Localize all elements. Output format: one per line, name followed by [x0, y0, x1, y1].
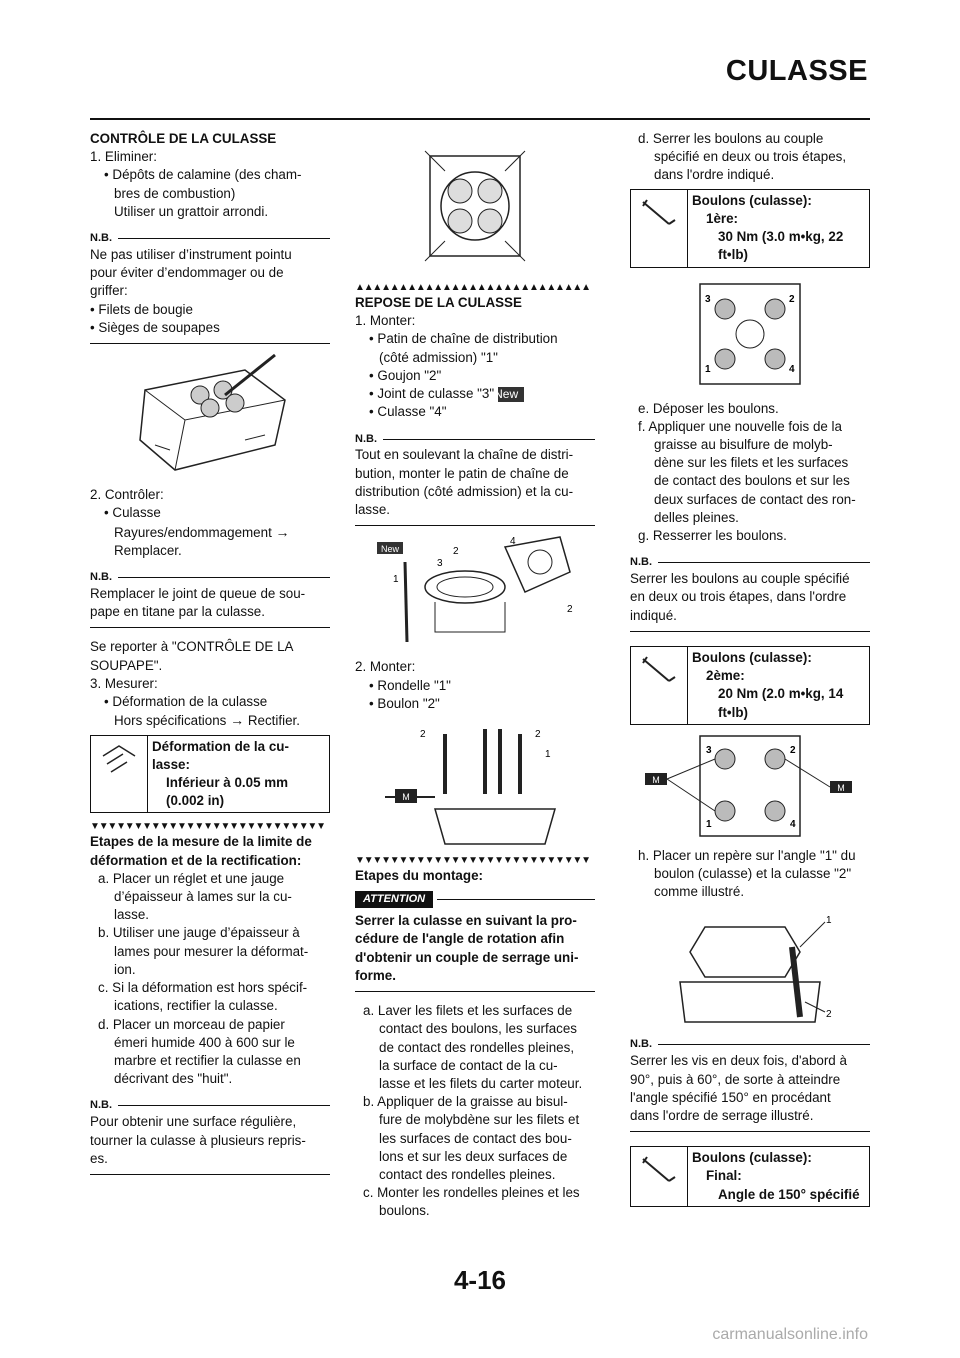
note-text: Pour obtenir une surface régulière,	[90, 1114, 297, 1130]
column-2	[355, 130, 595, 1221]
cylinder-head-installation-illustration	[375, 532, 575, 652]
callout-3: 3	[706, 744, 712, 756]
cylinder-head-scraper-illustration	[125, 350, 295, 480]
callout-2: 2	[789, 293, 795, 305]
step: b. Appliquer de la graisse au bisul-	[363, 1094, 568, 1110]
spec-text: 1ère:	[706, 210, 739, 226]
procedure-heading: déformation et de la rectification:	[90, 852, 302, 868]
note-label: N.B.	[355, 432, 377, 445]
text-line: graisse au bisulfure de molyb-	[654, 436, 833, 452]
spec-value: Angle de 150° spécifié	[718, 1186, 860, 1202]
callout-1: 1	[706, 818, 712, 830]
text-line: décrivant des "huit".	[114, 1071, 233, 1087]
text-line: lons et sur les deux surfaces de	[379, 1148, 568, 1164]
note-text: Serrer les boulons au couple spécifié	[630, 571, 850, 587]
washer-bolt-illustration	[375, 719, 575, 849]
spec-text: Final:	[706, 1168, 742, 1184]
note-box	[90, 231, 330, 344]
note-label: N.B.	[630, 1038, 652, 1051]
callout-3: 3	[437, 558, 443, 570]
text-line: dans l'ordre indiqué.	[654, 167, 775, 183]
note-text: pour éviter d’endommager ou de	[90, 265, 284, 281]
header-rule	[90, 118, 870, 120]
bullet: • Joint de culasse "3"	[369, 386, 495, 402]
text-line: deux surfaces de contact des ron-	[654, 491, 856, 507]
arrow-right-icon: →	[275, 523, 290, 540]
callout-1: 1	[826, 915, 832, 927]
attention-text: cédure de l'angle de rotation afin	[355, 931, 565, 947]
procedure-heading: Etapes du montage:	[355, 868, 483, 884]
bullet: • Patin de chaîne de distribution	[369, 331, 558, 347]
page-title: CULASSE	[725, 55, 868, 87]
note-box	[630, 1037, 870, 1132]
arrow-right-icon: →	[230, 712, 245, 729]
note-text: indiqué.	[630, 607, 677, 623]
note-text: es.	[90, 1150, 108, 1166]
note-text: l'angle spécifié 150° en procédant	[630, 1089, 831, 1105]
step: h. Placer un repère sur l'angle "1" du	[638, 847, 856, 863]
callout-2: 2	[826, 1009, 832, 1021]
moly-grease-icon: M	[402, 792, 410, 803]
text-line: bres de combustion)	[114, 185, 236, 201]
note-text: tourner la culasse à plusieurs repris-	[90, 1132, 306, 1148]
note-text: Serrer les vis en deux fois, d'abord à	[630, 1053, 847, 1069]
text-line: Hors spécifications	[114, 713, 227, 729]
note-text: • Filets de bougie	[90, 301, 193, 317]
text-line: marbre et rectifier la culasse en	[114, 1053, 301, 1068]
text-line: lasse et les filets du carter moteur.	[379, 1075, 583, 1091]
note-text: 90°, puis à 60°, de sorte à atteindre	[630, 1071, 841, 1087]
callout-2: 2	[567, 604, 573, 616]
text-line: Utiliser un grattoir arrondi.	[114, 203, 269, 219]
step: g. Resserrer les boulons.	[638, 528, 787, 544]
text-line: Remplacer.	[114, 542, 182, 558]
step: 2. Monter:	[355, 659, 416, 675]
new-badge: New	[498, 387, 524, 402]
spec-value: 30 Nm (3.0 m•kg, 22	[718, 229, 844, 245]
spec-text: Déformation de la cu-	[152, 738, 289, 754]
bullet: • Culasse "4"	[369, 404, 447, 420]
feeler-gauge-icon	[99, 742, 139, 776]
procedure-heading: Etapes de la mesure de la limite de	[90, 834, 312, 850]
attention-text: forme.	[355, 967, 396, 983]
bullet: • Boulon "2"	[369, 695, 440, 711]
spec-box	[630, 189, 870, 268]
spec-box	[630, 646, 870, 725]
attention-box	[355, 912, 595, 992]
spec-box	[90, 735, 330, 814]
attention-text: d'obtenir un couple de serrage uni-	[355, 949, 579, 965]
note-text: dans l'ordre de serrage illustré.	[630, 1108, 814, 1124]
callout-2: 2	[790, 744, 796, 756]
new-badge: New	[380, 544, 400, 555]
moly-grease-icon: M	[652, 774, 660, 785]
text-line: boulon (culasse) et la culasse "2"	[654, 865, 852, 881]
note-text: distribution (côté admission) et la cu-	[355, 483, 574, 499]
text-line: dène sur les filets et les surfaces	[654, 455, 849, 471]
spec-value: 20 Nm (2.0 m•kg, 14	[718, 686, 844, 702]
callout-4: 4	[510, 536, 516, 548]
spec-text: Boulons (culasse):	[692, 192, 812, 208]
spec-value: ft•lb)	[718, 247, 748, 263]
text-line: lasse.	[114, 907, 149, 923]
column-1	[90, 130, 330, 1175]
angle-mark-illustration	[660, 907, 840, 1027]
callout-2: 2	[420, 729, 426, 741]
callout-2: 2	[453, 546, 459, 558]
text-line: ications, rectifier la culasse.	[114, 998, 278, 1014]
note-label: N.B.	[630, 556, 652, 569]
attention-text: Serrer la culasse en suivant la pro-	[355, 913, 577, 929]
step: a. Laver les filets et les surfaces de	[363, 1003, 573, 1019]
spec-text: Boulons (culasse):	[692, 649, 812, 665]
note-text: en deux ou trois étapes, dans l'ordre	[630, 589, 847, 605]
spec-value: (0.002 in)	[166, 793, 225, 809]
text-line: d’épaisseur à lames sur la cu-	[114, 889, 292, 905]
step: c. Si la déformation est hors spécif-	[98, 980, 308, 996]
page-number: 4-16	[453, 1265, 507, 1295]
spec-value: ft•lb)	[718, 704, 748, 720]
step: 1. Monter:	[355, 313, 416, 329]
note-text: Tout en soulevant la chaîne de distri-	[355, 447, 574, 463]
procedure-start-marker: ▼▼▼▼▼▼▼▼▼▼▼▼▼▼▼▼▼▼▼▼▼▼▼▼▼▼▼	[90, 821, 325, 833]
callout-1: 1	[393, 574, 399, 586]
spec-text: lasse:	[152, 756, 190, 772]
procedure-end-marker: ▲▲▲▲▲▲▲▲▲▲▲▲▲▲▲▲▲▲▲▲▲▲▲▲▲▲▲	[355, 282, 590, 293]
section-heading: REPOSE DE LA CULASSE	[355, 295, 522, 310]
note-box	[90, 1098, 330, 1175]
note-box	[355, 432, 595, 527]
callout-3: 3	[705, 293, 711, 305]
callout-2: 2	[535, 729, 541, 741]
step: c. Monter les rondelles pleines et les	[363, 1185, 580, 1201]
bullet: • Culasse	[104, 505, 161, 521]
text-line: comme illustré.	[654, 884, 745, 900]
bullet: • Rondelle "1"	[369, 677, 451, 693]
spec-box	[630, 1146, 870, 1207]
step: e. Déposer les boulons.	[638, 400, 779, 416]
tightening-sequence-grease-illustration	[640, 731, 860, 841]
procedure-start-marker: ▼▼▼▼▼▼▼▼▼▼▼▼▼▼▼▼▼▼▼▼▼▼▼▼▼▼▼	[355, 855, 590, 867]
callout-4: 4	[790, 818, 796, 830]
text-line: la surface de contact de la cu-	[379, 1057, 558, 1073]
callout-1: 1	[705, 363, 711, 375]
torque-wrench-icon	[639, 196, 679, 230]
torque-wrench-icon	[639, 1153, 679, 1187]
text-line: ion.	[114, 961, 136, 977]
attention-badge: ATTENTION	[355, 891, 433, 908]
text-line: de contact des rondelles pleines,	[379, 1039, 575, 1055]
spec-value: Inférieur à 0.05 mm	[166, 774, 289, 790]
step: f. Appliquer une nouvelle fois de la	[638, 418, 842, 434]
note-text: Ne pas utiliser d’instrument pointu	[90, 247, 292, 263]
spec-text: Boulons (culasse):	[692, 1150, 812, 1166]
note-label: N.B.	[90, 1099, 112, 1112]
note-label: N.B.	[90, 232, 112, 245]
note-box	[90, 570, 330, 628]
callout-4: 4	[789, 363, 795, 375]
tightening-sequence-illustration	[685, 274, 815, 394]
text-line: (côté admission) "1"	[379, 349, 498, 365]
text-line: Se reporter à "CONTRÔLE DE LA	[90, 639, 294, 655]
spec-text: 2ème:	[706, 668, 745, 684]
note-text: bution, monter le patin de chaîne de	[355, 465, 569, 481]
step: 1. Eliminer:	[90, 149, 157, 165]
torque-wrench-icon	[639, 653, 679, 687]
note-text: lasse.	[355, 502, 390, 518]
text-line: boulons.	[379, 1203, 430, 1219]
note-text: pape en titane par la culasse.	[90, 604, 265, 620]
note-text: griffer:	[90, 283, 128, 299]
step: d. Placer un morceau de papier	[98, 1016, 285, 1032]
bullet: • Dépôts de calamine (des cham-	[104, 167, 302, 183]
step: b. Utiliser une jauge d’épaisseur à	[98, 925, 300, 941]
column-3	[630, 130, 870, 1211]
text-line: fure de molybdène sur les filets et	[379, 1112, 580, 1128]
text-line: SOUPAPE".	[90, 657, 163, 673]
bullet: • Goujon "2"	[369, 367, 442, 383]
bullet: • Déformation de la culasse	[104, 694, 268, 710]
step: d. Serrer les boulons au couple	[638, 131, 824, 146]
text-line: de contact des boulons et sur les	[654, 473, 850, 489]
note-text: Remplacer le joint de queue de sou-	[90, 585, 306, 601]
text-line: Rectifier.	[247, 713, 300, 729]
note-box	[630, 555, 870, 632]
moly-grease-icon: M	[837, 782, 845, 793]
section-heading: CONTRÔLE DE LA CULASSE	[90, 131, 277, 146]
cylinder-head-bolt-pattern-illustration	[405, 136, 545, 276]
text-line: émeri humide 400 à 600 sur le	[114, 1034, 295, 1050]
text-line: lames pour mesurer la déformat-	[114, 943, 309, 959]
text-line: Rayures/endommagement	[114, 524, 272, 540]
text-line: les surfaces de contact des bou-	[379, 1130, 572, 1146]
step: 3. Mesurer:	[90, 675, 158, 691]
text-line: delles pleines.	[654, 509, 739, 525]
text-line: contact des boulons, les surfaces	[379, 1021, 577, 1037]
text-line: spécifié en deux ou trois étapes,	[654, 149, 847, 165]
note-text: • Sièges de soupapes	[90, 319, 220, 335]
watermark: carmanualsonline.info	[712, 1326, 868, 1343]
note-label: N.B.	[90, 571, 112, 584]
text-line: contact des rondelles pleines.	[379, 1167, 556, 1183]
step: a. Placer un réglet et une jauge	[98, 870, 285, 886]
callout-1: 1	[545, 749, 551, 761]
step: 2. Contrôler:	[90, 487, 164, 503]
